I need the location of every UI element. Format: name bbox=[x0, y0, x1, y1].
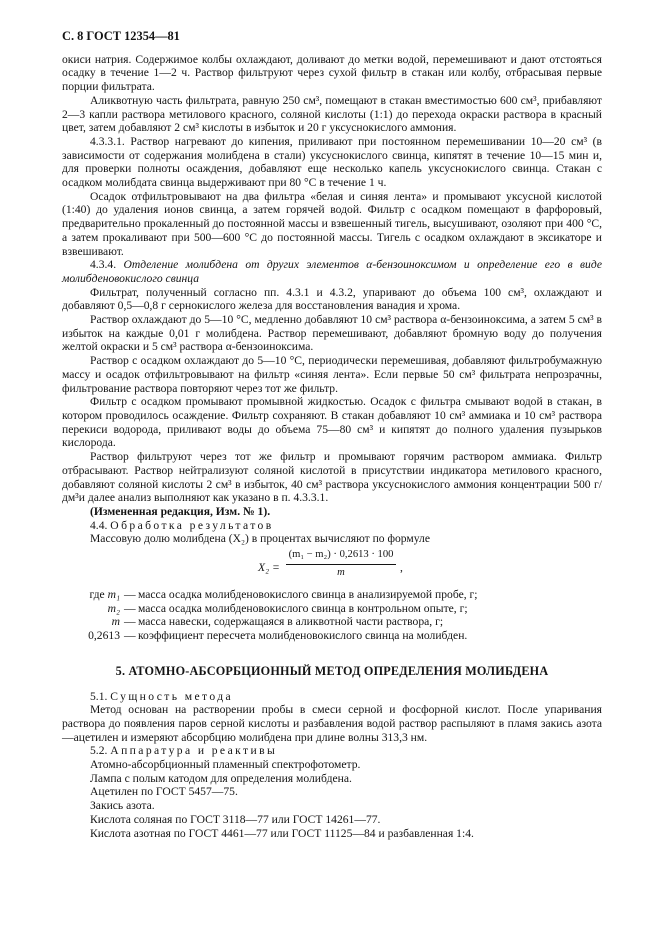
definition-dash: — bbox=[124, 588, 136, 602]
subsection-number: 5.1. bbox=[90, 689, 108, 703]
definition-text: масса навески, содержащаяся в аликвотной части раствора, г; bbox=[138, 615, 444, 629]
definition-text: масса осадка молибденовокислого свинца в анализируемой пробе, г; bbox=[138, 588, 478, 602]
definition-dash: — bbox=[124, 601, 136, 615]
subsection-number: 4.4. bbox=[90, 518, 108, 532]
formula bbox=[62, 548, 602, 588]
subsection-title: Сущность метода bbox=[110, 689, 234, 703]
subsection-44 bbox=[62, 519, 602, 533]
paragraph: Раствор охлаждают до 5—10 °С, медленно добавляют 10 см³ раствора α-бензоиноксима, а затем 5 см³ в избыток на каждые 0,01 г молибдена. Раствор перемешивают, добавляют бромную воду до получения желтой окраски и 5 см³ раствора α-бензоиноксима. bbox=[62, 313, 602, 354]
paragraph: Раствор с осадком охлаждают до 5—10 °С, периодически перемешивая, добавляют фильтробумажную массу и осадок отфильтровывают на фильтр «синяя лента». Если первые 50 см³ фильтрата непрозрачны, фильтрование раствора повторяют через тот же фильтр. bbox=[62, 354, 602, 395]
definition-symbol: 0,2613 bbox=[88, 629, 120, 643]
subsection-52 bbox=[62, 744, 602, 758]
paragraph: Фильтрат, полученный согласно пп. 4.3.1 и 4.3.2, упаривают до объема 100 см³, охлаждают и добавляют 0,5—0,8 г сернокислого железа для восстановления ванадия и хрома. bbox=[62, 285, 602, 313]
paragraph: Фильтр с осадком промывают промывной жидкостью. Осадок с фильтра смывают водой в стакан, в котором проводилось осаждение. Фильтр сохраняют. В стакан добавляют 10 см³ аммиака и 10 см³ раствора перекиси водорода, приливают воды до объема 75—80 см³ и кипятят до полного удаления пузырьков кислорода. bbox=[62, 395, 602, 450]
subsection-title: Аппаратура и реактивы bbox=[110, 744, 278, 758]
subsection-434 bbox=[62, 258, 602, 285]
formula-fraction bbox=[286, 548, 396, 579]
paragraph: Раствор фильтруют через тот же фильтр и промывают горячим раствором аммиака. Фильтр отбрасывают. Раствор нейтрализуют соляной кислотой в присутствии индикатора метилового красного, добавляют соляной кислоты 2 см³ в избыток, 40 см³ раствора уксуснокислого аммония концентрации 500 г/дм³и далее анализ выполняют как указано в п. 4.3.3.1. bbox=[62, 450, 602, 505]
definition-row bbox=[62, 588, 602, 602]
paragraph: Метод основан на растворении пробы в смеси серной и фосфорной кислот. После упаривания раствора до появления паров серной кислоты и разбавления водой раствор распыляют в пламя закись азота—ацетилен и измеряют абсорбцию молибдена при длине волны 313,3 нм. bbox=[62, 703, 602, 744]
formula-denominator: m bbox=[337, 566, 345, 578]
subsection-number: 4.3.4. bbox=[90, 258, 117, 272]
definition-row bbox=[62, 602, 602, 616]
page-header: С. 8 ГОСТ 12354—81 bbox=[62, 29, 180, 43]
subsection-51 bbox=[62, 690, 602, 704]
definition-symbol bbox=[62, 588, 124, 602]
list-item: Атомно-абсорбционный пламенный спектрофотометр. bbox=[90, 758, 361, 772]
formula-numerator: (m₁ − m₂) · 0,2613 · 100 bbox=[286, 548, 396, 565]
definition-row bbox=[62, 615, 602, 629]
section-title: 5. АТОМНО-АБСОРБЦИОННЫЙ МЕТОД ОПРЕДЕЛЕНИЯ МОЛИБДЕНА bbox=[115, 663, 549, 678]
definitions-list bbox=[62, 588, 602, 643]
subsection-title: Обработка результатов bbox=[110, 518, 274, 532]
definition-text: масса осадка молибденовокислого свинца в контрольном опыте, г; bbox=[138, 601, 468, 615]
definition-prefix: где bbox=[89, 588, 105, 602]
document-page bbox=[62, 30, 602, 840]
paragraph: Аликвотную часть фильтрата, равную 250 см³, помещают в стакан вместимостью 600 см³, прибавляют 2—3 капли раствора метилового красного, соляной кислоты (1:1) до перехода окраски раствора в красный цвет, затем добавляют 2 см³ кислоты в избыток и 20 г уксуснокислого аммония. bbox=[62, 93, 602, 135]
formula-lhs: X₂ = bbox=[258, 561, 280, 575]
list-item: Закись азота. bbox=[90, 799, 155, 813]
formula-intro: Массовую долю молибдена (X₂) в процентах вычисляют по формуле bbox=[90, 532, 430, 546]
subsection-title: Отделение молибдена от других элементов α-бензоиноксимом и определение его в виде молибденовокислого свинца bbox=[62, 258, 603, 285]
definition-row bbox=[62, 629, 602, 643]
list-item: Кислота азотная по ГОСТ 4461—77 или ГОСТ 11125—84 и разбавленная 1:4. bbox=[90, 826, 474, 840]
paragraph: Осадок отфильтровывают на два фильтра «белая и синяя лента» и промывают уксусной кислотой (1:40) до удаления ионов свинца, а затем горячей водой. Фильтр с осадком помещают в фарфоровый, предварительно прокаленный до постоянной массы и взвешенный тигель, высушивают, озоляют при 400 °С, а затем прокаливают при 500—600 °С до постоянной массы. Тигель с осадком охлаждают в эксикаторе и взвешивают. bbox=[62, 189, 602, 258]
list-item: Лампа с полым катодом для определения молибдена. bbox=[90, 771, 352, 785]
list-item: Ацетилен по ГОСТ 5457—75. bbox=[90, 785, 238, 799]
subsection-number: 5.2. bbox=[90, 744, 108, 758]
definition-text: коэффициент пересчета молибденовокислого свинца на молибден. bbox=[138, 629, 468, 643]
definition-dash: — bbox=[124, 615, 136, 629]
list-item: Кислота соляная по ГОСТ 3118—77 или ГОСТ 14261—77. bbox=[90, 812, 381, 826]
paragraph: окиси натрия. Содержимое колбы охлаждают, доливают до метки водой, перемешивают и дают отстояться осадку в течение 1—2 ч. Раствор фильтруют через сухой фильтр в стакан или колбу, отбрасывая первые порции фильтрата. bbox=[62, 52, 602, 94]
revision-note: (Измененная редакция, Изм. № 1). bbox=[90, 504, 271, 518]
formula-trailing: , bbox=[400, 561, 403, 575]
definition-symbol-text: m₁ bbox=[107, 588, 120, 602]
definition-symbol: m bbox=[111, 615, 120, 629]
paragraph: 4.3.3.1. Раствор нагревают до кипения, приливают при постоянном перемешивании 10—20 см³ (в зависимости от содержания молибдена в стали) уксуснокислого свинца, кипятят в течение 10—15 мин и, для проверки полноты осаждения, добавляют еще несколько капель уксуснокислого свинца. Стакан с осадком молибдата свинца выдерживают при 80 °С в течение 1 ч. bbox=[62, 134, 602, 190]
definition-dash: — bbox=[124, 629, 136, 643]
definition-symbol: m₂ bbox=[107, 601, 120, 615]
